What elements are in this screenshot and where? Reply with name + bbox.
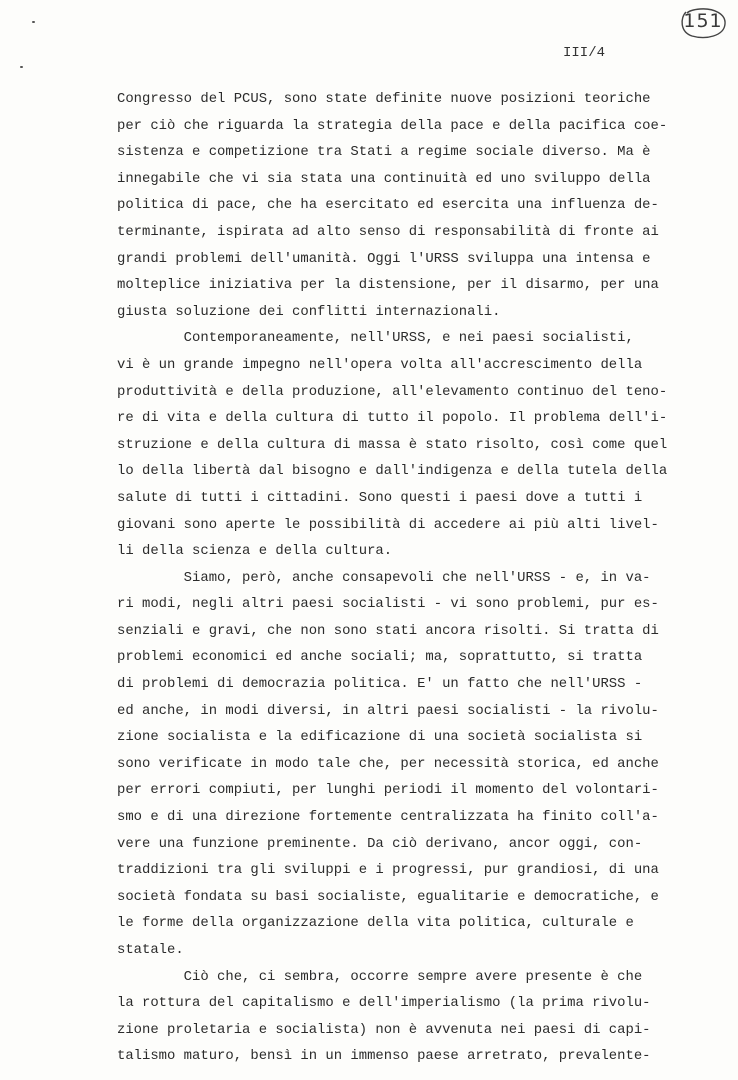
text-line: giusta soluzione dei conflitti internazionali. — [117, 303, 501, 320]
scan-speck — [20, 66, 23, 68]
text-line: li della scienza e della cultura. — [117, 543, 393, 560]
scan-speck — [32, 21, 35, 23]
text-line: produttività e della produzione, all'elevamento continuo del tenо- — [117, 383, 668, 400]
text-line: ed anche, in modi diversi, in altri paesi socialisti - la rivolu- — [117, 702, 659, 719]
text-line: Ciò che, ci sembra, occorre sempre avere presente è che — [117, 968, 643, 985]
text-line: senziali e gravi, che non sono stati ancora risolti. Si tratta di — [117, 622, 659, 639]
text-line: problemi economici ed anche sociali; ma, soprattutto, si tratta — [117, 649, 643, 666]
text-line: re di vita e della cultura di tutto il popolo. Il problema dell'i- — [117, 410, 668, 427]
text-line: talismo maturo, bensì in un immenso paese arretrato, prevalente- — [117, 1048, 651, 1065]
text-line: sono verificate in modo tale che, per necessità storica, ed anche — [117, 755, 659, 772]
text-line: Siamo, però, anche consapevoli che nell'URSS - e, in va- — [117, 569, 651, 586]
text-line: di problemi di democrazia politica. E' un fatto che nell'URSS - — [117, 676, 643, 693]
text-line: struzione e della cultura di massa è stato risolto, così come quel — [117, 436, 668, 453]
text-line: politica di pace, che ha esercitato ed esercita una influenza de- — [117, 197, 659, 214]
text-line: le forme della organizzazione della vita politica, culturale e — [117, 915, 634, 932]
text-line: salute di tutti i cittadini. Sono questi i paesi dove a tutti i — [117, 489, 643, 506]
text-line: Congresso del PCUS, sono state definite nuove posizioni teoriche — [117, 91, 651, 107]
text-line: giovani sono aperte le possibilità di accedere ai più alti livel- — [117, 516, 659, 533]
text-line: lo della libertà dal bisogno e dall'indigenza e della tutela della — [117, 463, 668, 480]
text-line: per errori compiuti, per lunghi periodi il momento del volontari- — [117, 782, 659, 799]
text-line: terminante, ispirata ad alto senso di responsabilità di fronte ai — [117, 223, 659, 240]
text-line: smo e di una direzione fortemente centralizzata ha finito coll'a- — [117, 809, 659, 826]
body-text — [117, 86, 707, 1070]
text-line: vere una funzione preminente. Da ciò derivano, ancor oggi, con- — [117, 835, 643, 852]
text-line: sistenza e competizione tra Stati a regime sociale diverso. Ma è — [117, 144, 651, 161]
handwritten-page-stamp — [678, 6, 728, 40]
text-line: molteplice iniziativa per la distensione, per il disarmo, per una — [117, 277, 659, 294]
text-line: Contemporaneamente, nell'URSS, e nei paesi socialisti, — [117, 330, 634, 347]
stamp-number: 151 — [683, 10, 723, 32]
text-line: zione socialista e la edificazione di una società socialista si — [117, 729, 643, 746]
text-line: innegabile che vi sia stata una continuità ed uno sviluppo della — [117, 170, 651, 187]
text-line: grandi problemi dell'umanità. Oggi l'URSS sviluppa una intensa e — [117, 250, 651, 267]
text-line: zione proletaria e socialista) non è avvenuta nei paesi di capi- — [117, 1021, 651, 1038]
text-line: ri modi, negli altri paesi socialisti - vi sono problemi, pur es- — [117, 596, 659, 613]
text-line: vi è un grande impegno nell'opera volta all'accrescimento della — [117, 356, 643, 373]
text-line: la rottura del capitalismo e dell'imperialismo (la prima rivolu- — [117, 995, 651, 1012]
text-line: statale. — [117, 942, 184, 958]
text-line: per ciò che riguarda la strategia della pace e della pacifica coe- — [117, 117, 668, 134]
text-line: traddizioni tra gli sviluppi e i progressi, pur grandiosi, di una — [117, 862, 659, 879]
page-number: III/4 — [563, 45, 606, 61]
text-line: società fondata su basi socialiste, egualitarie e democratiche, e — [117, 888, 659, 905]
